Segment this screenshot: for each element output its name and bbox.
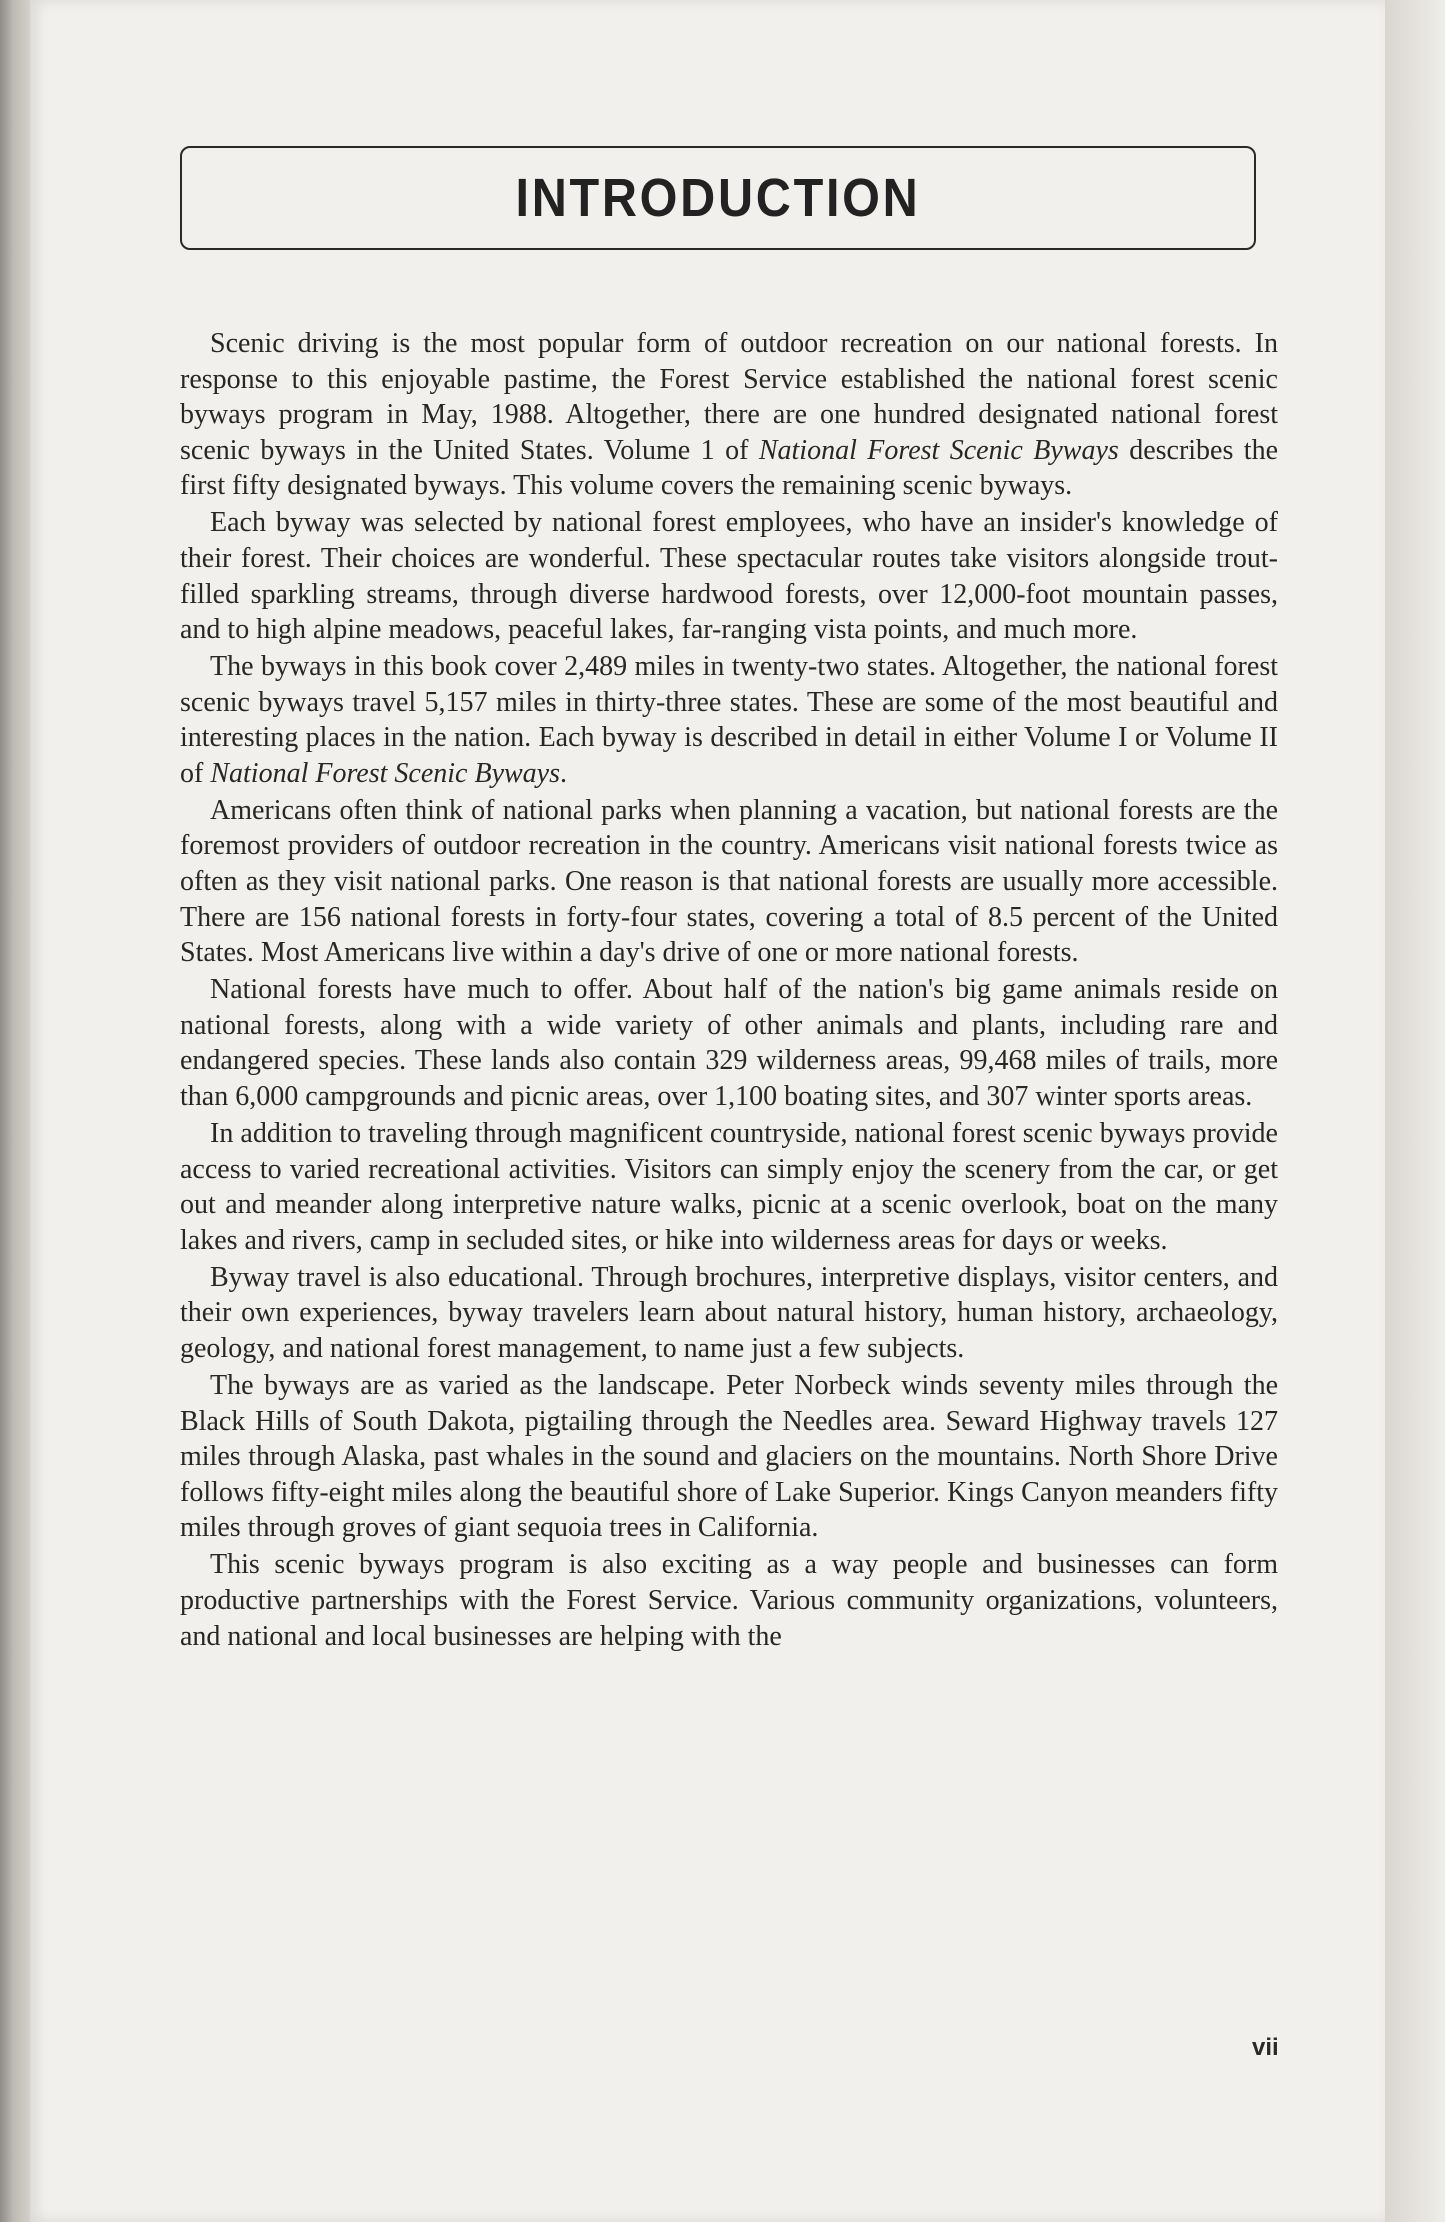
- book-title-italic: National Forest Scenic Byways: [758, 434, 1119, 466]
- paragraph-7: Byway travel is also educational. Through brochures, interpretive displays, visitor centers, and their own experiences, byway travelers learn about natural history, human history, archaeology, geology, and national forest management, to name just a few subjects.: [180, 1261, 1278, 1364]
- paragraph-1-text: Scenic driving is the most popular form of outdoor recreation on our national forests. In response to this enjoyable pastime, the Forest Service established the national forest scenic byways program in May, 1988. Altogether, there are one hundred designated national forest scenic byways in the United States. Volume 1 of: [180, 328, 1278, 466]
- paragraph-3: [180, 649, 1278, 791]
- body-text: [180, 326, 1278, 1655]
- paragraph-8: The byways are as varied as the landscape. Peter Norbeck winds seventy miles through the Black Hills of South Dakota, pigtailing through the Needles area. Seward Highway travels 127 miles through Alaska, past whales in the sound and glaciers on the mountains. North Shore Drive follows fifty-eight miles along the beautiful shore of Lake Superior. Kings Canyon meanders fifty miles through groves of giant sequoia trees in California.: [180, 1369, 1278, 1544]
- paragraph-1-tail: describes the first fifty designated byways. This volume covers the remaining scenic byways.: [180, 434, 1279, 502]
- book-title-italic: National Forest Scenic Byways: [210, 757, 560, 789]
- paragraph-4: Americans often think of national parks when planning a vacation, but national forests are the foremost providers of outdoor recreation in the country. Americans visit national forests twice as often as they visit national parks. One reason is that national forests are usually more accessible. There are 156 national forests in forty-four states, covering a total of 8.5 percent of the United States. Most Americans live within a day's drive of one or more national forests.: [180, 794, 1278, 969]
- book-spine-shadow: [0, 0, 34, 2222]
- paragraph-3-tail: .: [560, 757, 567, 789]
- paragraph-6: In addition to traveling through magnificent countryside, national forest scenic byways provide access to varied recreational activities. Visitors can simply enjoy the scenery from the car, or get out and meander along interpretive nature walks, picnic at a scenic overlook, boat on the many lakes and rivers, camp in secluded sites, or hike into wilderness areas for days or weeks.: [180, 1118, 1278, 1256]
- paragraph-9: This scenic byways program is also exciting as a way people and businesses can form productive partnerships with the Forest Service. Various community organizations, volunteers, and national and local businesses are helping with the: [180, 1549, 1278, 1652]
- chapter-title: INTRODUCTION: [515, 168, 921, 228]
- paragraph-1: [180, 326, 1278, 504]
- paragraph-5: National forests have much to offer. About half of the nation's big game animals reside on national forests, along with a wide variety of other animals and plants, including rare and endangered species. These lands also contain 329 wilderness areas, 99,468 miles of trails, more than 6,000 campgrounds and picnic areas, over 1,100 boating sites, and 307 winter sports areas.: [180, 974, 1278, 1113]
- chapter-title-box: [180, 146, 1256, 250]
- paragraph-3-text: The byways in this book cover 2,489 miles in twenty-two states. Altogether, the national forest scenic byways travel 5,157 miles in thirty-three states. These are some of the most beautiful and interesting places in the nation. Each byway is described in detail in either Volume I or Volume II of: [180, 651, 1278, 789]
- page-number: vii: [1252, 2034, 1279, 2061]
- page-edge: [1385, 0, 1445, 2222]
- paragraph-2: Each byway was selected by national forest employees, who have an insider's knowledge of their forest. Their choices are wonderful. These spectacular routes take visitors alongside trout-filled sparkling streams, through diverse hardwood forests, over 12,000-foot mountain passes, and to high alpine meadows, peaceful lakes, far-ranging vista points, and much more.: [180, 507, 1278, 646]
